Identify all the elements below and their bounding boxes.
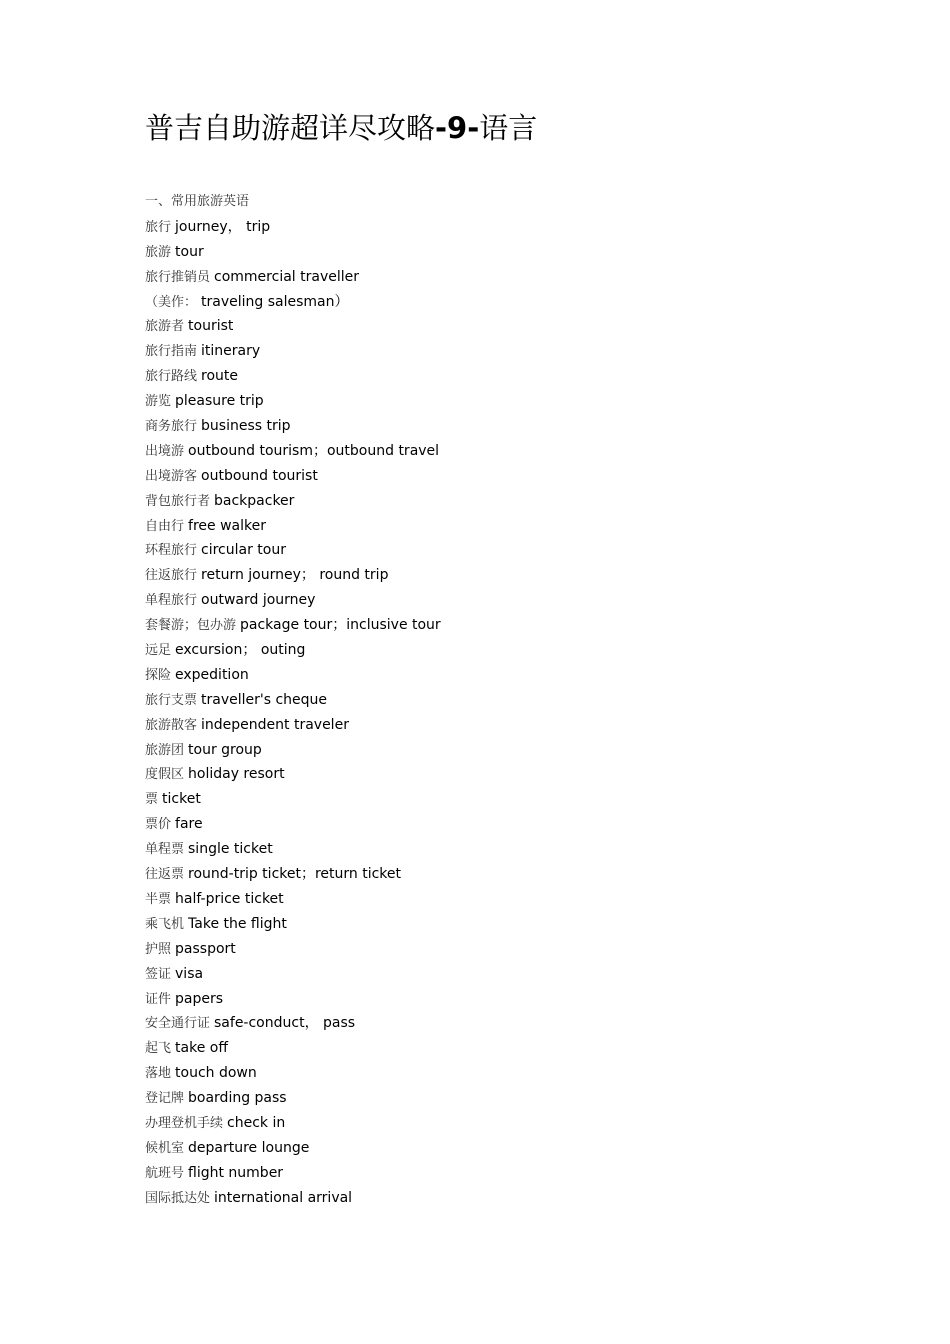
section-heading: 一、常用旅游英语 — [145, 194, 250, 209]
entry-chinese-term: 出境游 — [145, 443, 185, 459]
vocabulary-entry — [145, 1136, 441, 1161]
entry-chinese-term: 商务旅行 — [145, 419, 198, 435]
entry-english-term: half-price ticket — [175, 890, 284, 907]
entry-chinese-term: 安全通行证 — [145, 1016, 211, 1032]
vocabulary-entry — [145, 364, 441, 389]
vocabulary-list — [145, 190, 441, 1211]
entry-english-term: business trip — [201, 418, 291, 435]
vocabulary-entry — [145, 314, 441, 339]
entry-chinese-term: 背包旅行者 — [145, 493, 211, 509]
entry-chinese-term: 证件 — [145, 991, 172, 1007]
entry-english-term: package tour；inclusive tour — [240, 617, 441, 634]
vocabulary-entry — [145, 962, 441, 987]
entry-chinese-term: 候机室 — [145, 1140, 185, 1156]
entry-english-term: fare — [175, 816, 203, 833]
entry-english-term: circular tour — [201, 542, 286, 559]
vocabulary-entry — [145, 738, 441, 763]
entry-chinese-term: 单程票 — [145, 842, 185, 858]
entry-english-term: backpacker — [214, 492, 295, 509]
entry-chinese-term: 自由行 — [145, 518, 185, 534]
vocabulary-entry — [145, 837, 441, 862]
entry-english-term: passport — [175, 940, 236, 957]
entry-english-term: journey， trip — [175, 218, 271, 235]
entry-chinese-term: 单程旅行 — [145, 593, 198, 609]
entry-chinese-term: 往返旅行 — [145, 568, 198, 584]
title-prefix: 普吉自助游超详尽攻略 — [145, 111, 436, 145]
entry-chinese-term: 国际抵达处 — [145, 1190, 211, 1206]
vocabulary-entry — [145, 464, 441, 489]
entry-chinese-term: 乘飞机 — [145, 916, 185, 932]
entry-chinese-term: 出境游客 — [145, 468, 198, 484]
vocabulary-entry — [145, 1011, 441, 1036]
entry-chinese-term: 游览 — [145, 394, 172, 410]
entry-chinese-term: 旅游 — [145, 244, 172, 260]
vocabulary-entry — [145, 1036, 441, 1061]
entry-english-term: outbound tourism；outbound travel — [188, 442, 440, 459]
vocabulary-entry — [145, 787, 441, 812]
entry-chinese-term: 度假区 — [145, 767, 185, 783]
entry-english-term: traveller's cheque — [201, 691, 328, 708]
entry-chinese-term: 套餐游；包办游 — [145, 618, 237, 634]
vocabulary-entry — [145, 563, 441, 588]
entry-chinese-term: 签证 — [145, 966, 172, 982]
entry-english-term: tourist — [188, 318, 234, 335]
vocabulary-entry — [145, 638, 441, 663]
vocabulary-entry — [145, 713, 441, 738]
entry-english-term: international arrival — [214, 1189, 353, 1206]
entry-english-term: return journey； round trip — [201, 567, 389, 584]
entry-english-term: outward journey — [201, 592, 316, 609]
vocabulary-entry — [145, 912, 441, 937]
entry-english-term: commercial traveller — [214, 268, 359, 285]
entry-english-term: tour group — [188, 741, 262, 758]
vocabulary-entry — [145, 1161, 441, 1186]
vocabulary-entry — [145, 489, 441, 514]
vocabulary-entry — [145, 688, 441, 713]
entry-english-term: boarding pass — [188, 1090, 287, 1107]
title-suffix: 语言 — [479, 111, 538, 145]
vocabulary-entry — [145, 812, 441, 837]
vocabulary-entry — [145, 1111, 441, 1136]
vocabulary-entry — [145, 538, 441, 563]
vocabulary-entry — [145, 987, 441, 1012]
entry-chinese-term: 旅行路线 — [145, 369, 198, 385]
vocabulary-entry — [145, 663, 441, 688]
vocabulary-entry — [145, 937, 441, 962]
vocabulary-entry — [145, 887, 441, 912]
entry-chinese-term: 起飞 — [145, 1041, 172, 1057]
vocabulary-entry — [145, 1086, 441, 1111]
entry-english-term: itinerary — [201, 343, 261, 360]
entry-english-term: holiday resort — [188, 766, 285, 783]
entry-chinese-term: 落地 — [145, 1066, 172, 1082]
entry-chinese-term: 登记牌 — [145, 1091, 185, 1107]
entry-english-term: ticket — [162, 791, 201, 808]
vocabulary-entry — [145, 414, 441, 439]
entry-english-term: touch down — [175, 1065, 257, 1082]
vocabulary-entry — [145, 862, 441, 887]
entry-english-term: round-trip ticket；return ticket — [188, 866, 402, 883]
vocabulary-entry — [145, 389, 441, 414]
entry-english-term: excursion； outing — [175, 642, 306, 659]
entry-english-term: Take the flight — [188, 915, 287, 932]
entry-english-term: expedition — [175, 666, 249, 683]
entry-english-term: check in — [227, 1114, 286, 1131]
vocabulary-entry — [145, 215, 441, 240]
vocabulary-entry — [145, 265, 441, 290]
vocabulary-entry — [145, 1061, 441, 1086]
entry-chinese-term: 护照 — [145, 941, 172, 957]
entry-english-term: papers — [175, 990, 224, 1007]
entry-chinese-term: 旅行 — [145, 219, 172, 235]
vocabulary-entry — [145, 762, 441, 787]
entry-chinese-term: 旅游散客 — [145, 717, 198, 733]
entry-english-term: independent traveler — [201, 716, 349, 733]
entry-english-term: visa — [175, 965, 204, 982]
entry-chinese-term: 远足 — [145, 643, 172, 659]
entry-chinese-term: 办理登机手续 — [145, 1115, 224, 1131]
vocabulary-entry — [145, 339, 441, 364]
entry-english-term: route — [201, 368, 239, 385]
entry-english-term: tour — [175, 243, 204, 260]
entry-english-term: take off — [175, 1040, 228, 1057]
entry-chinese-term: 旅游团 — [145, 742, 185, 758]
entry-english-term: flight number — [188, 1164, 284, 1181]
entry-chinese-term: 往返票 — [145, 867, 185, 883]
entry-chinese-term: 半票 — [145, 891, 172, 907]
vocabulary-entry — [145, 290, 441, 315]
entry-chinese-term: 票 — [145, 792, 159, 808]
entry-chinese-term: 旅游者 — [145, 319, 185, 335]
entry-english-term: outbound tourist — [201, 467, 318, 484]
vocabulary-entries — [145, 215, 441, 1211]
entry-chinese-term: （美作： — [145, 294, 198, 310]
title-number: -9- — [435, 111, 480, 145]
vocabulary-entry — [145, 613, 441, 638]
page-title — [145, 108, 537, 148]
vocabulary-entry — [145, 514, 441, 539]
entry-english-term: free walker — [188, 517, 266, 534]
entry-chinese-term: 旅行指南 — [145, 344, 198, 360]
entry-english-term: pleasure trip — [175, 393, 264, 410]
entry-chinese-term: 票价 — [145, 817, 172, 833]
vocabulary-entry — [145, 1186, 441, 1211]
entry-chinese-term: 旅行推销员 — [145, 269, 211, 285]
entry-english-term: traveling salesman） — [201, 293, 349, 310]
entry-english-term: single ticket — [188, 841, 273, 858]
vocabulary-entry — [145, 240, 441, 265]
entry-english-term: departure lounge — [188, 1139, 310, 1156]
vocabulary-entry — [145, 588, 441, 613]
vocabulary-entry — [145, 439, 441, 464]
entry-chinese-term: 环程旅行 — [145, 543, 198, 559]
entry-english-term: safe-conduct， pass — [214, 1015, 356, 1032]
entry-chinese-term: 探险 — [145, 667, 172, 683]
entry-chinese-term: 航班号 — [145, 1165, 185, 1181]
entry-chinese-term: 旅行支票 — [145, 692, 198, 708]
